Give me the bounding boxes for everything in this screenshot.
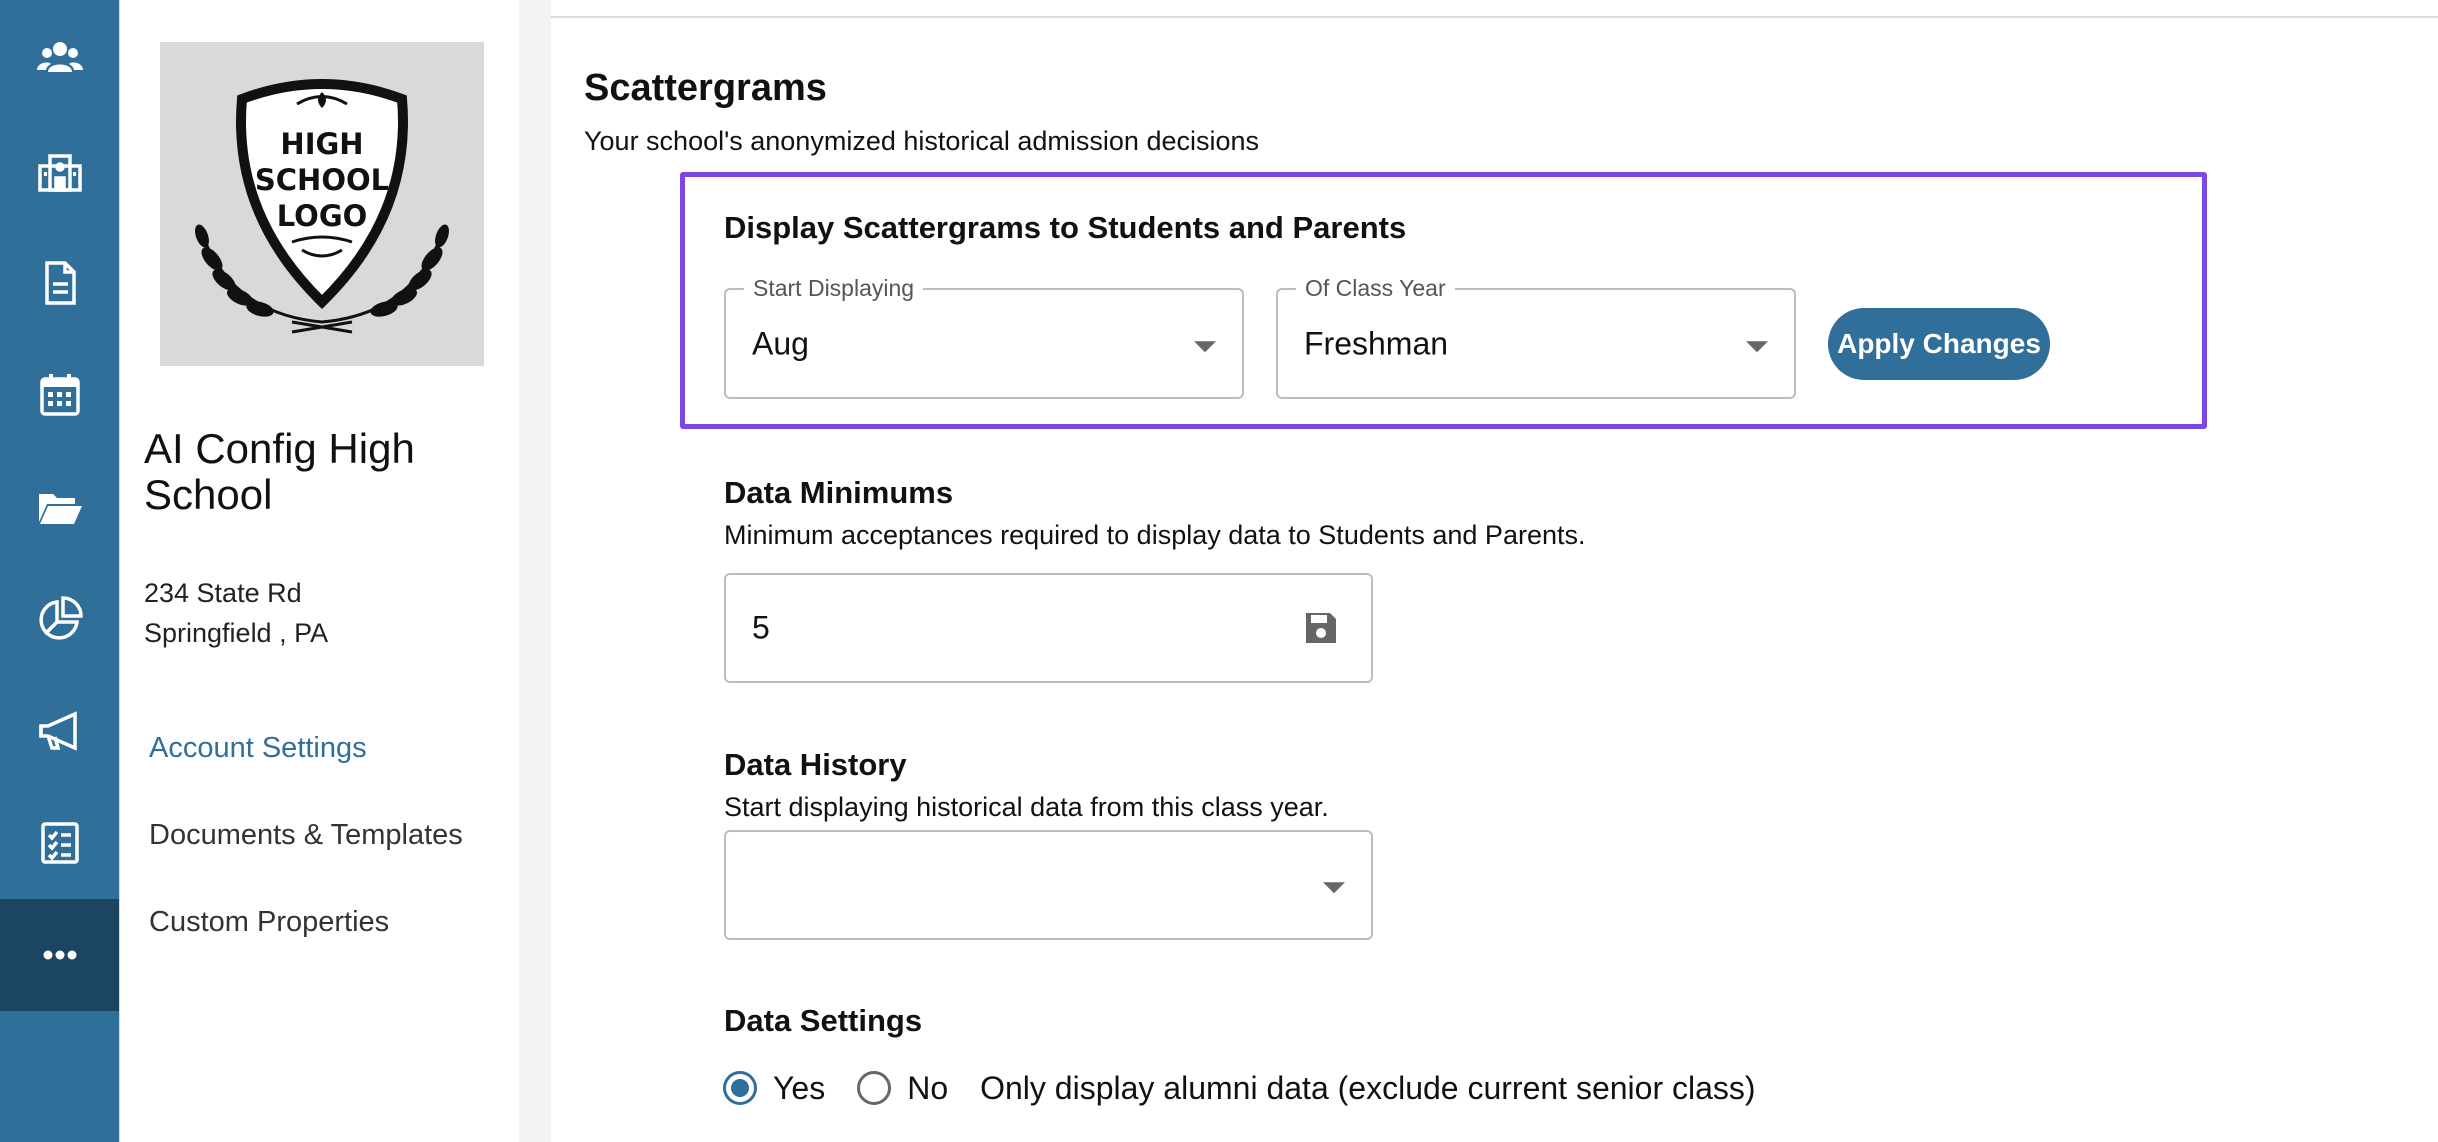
chevron-down-icon bbox=[1746, 341, 1768, 352]
users-icon bbox=[35, 34, 85, 84]
start-displaying-value: Aug bbox=[752, 325, 809, 361]
document-icon bbox=[35, 258, 85, 308]
class-year-select[interactable] bbox=[1276, 275, 1796, 399]
top-divider bbox=[551, 16, 2438, 18]
start-displaying-label: Start Displaying bbox=[744, 275, 923, 302]
school-icon bbox=[35, 146, 85, 196]
radio-no-label: No bbox=[907, 1069, 949, 1106]
class-year-label: Of Class Year bbox=[1296, 275, 1455, 302]
radio-no[interactable] bbox=[857, 1071, 891, 1105]
main-content bbox=[551, 0, 2438, 1142]
rail-item-tasks[interactable] bbox=[0, 787, 119, 899]
chevron-down-icon bbox=[1194, 341, 1216, 352]
svg-text:HIGH: HIGH bbox=[280, 127, 364, 161]
display-section-title: Display Scattergrams to Students and Parents bbox=[724, 210, 1407, 245]
nav-documents-templates[interactable]: Documents & Templates bbox=[149, 819, 463, 851]
rail-item-more[interactable] bbox=[0, 899, 119, 1011]
panel-gutter bbox=[519, 0, 551, 1142]
nav-custom-properties[interactable]: Custom Properties bbox=[149, 906, 390, 938]
nav-account-settings[interactable]: Account Settings bbox=[149, 732, 367, 764]
rail-item-calendar[interactable] bbox=[0, 339, 119, 451]
radio-yes-label: Yes bbox=[773, 1069, 826, 1106]
checklist-icon bbox=[35, 818, 85, 868]
address-line-1: 234 State Rd bbox=[144, 578, 302, 608]
minimums-section-title: Data Minimums bbox=[724, 475, 954, 510]
rail-item-documents[interactable] bbox=[0, 227, 119, 339]
history-section-title: Data History bbox=[724, 747, 907, 782]
rail-item-school[interactable] bbox=[0, 115, 119, 227]
rail-item-people[interactable] bbox=[0, 3, 119, 115]
history-class-year-select[interactable] bbox=[724, 830, 1373, 940]
minimums-description: Minimum acceptances required to display data to Students and Parents. bbox=[724, 520, 1586, 550]
radio-yes[interactable] bbox=[723, 1071, 757, 1105]
school-name: AI Config High School bbox=[144, 425, 415, 518]
minimum-acceptances-value: 5 bbox=[752, 609, 770, 646]
history-description: Start displaying historical data from this class year. bbox=[724, 792, 1329, 822]
school-logo bbox=[160, 42, 484, 366]
more-icon bbox=[35, 930, 85, 980]
pie-chart-icon bbox=[35, 594, 85, 644]
svg-text:SCHOOL: SCHOOL bbox=[254, 163, 390, 197]
settings-section-title: Data Settings bbox=[724, 1003, 923, 1038]
school-address bbox=[144, 573, 328, 653]
apply-changes-button[interactable]: Apply Changes bbox=[1828, 308, 2050, 380]
rail-item-folder[interactable] bbox=[0, 451, 119, 563]
save-icon[interactable] bbox=[1303, 610, 1339, 646]
school-logo-image bbox=[172, 54, 472, 354]
megaphone-icon bbox=[35, 706, 85, 756]
rail-item-analytics[interactable] bbox=[0, 563, 119, 675]
minimum-acceptances-input[interactable] bbox=[724, 573, 1373, 683]
calendar-icon bbox=[35, 370, 85, 420]
start-displaying-select[interactable] bbox=[724, 275, 1244, 399]
alumni-data-description: Only display alumni data (exclude current senior class) bbox=[980, 1069, 1756, 1106]
address-line-2: Springfield , PA bbox=[144, 618, 329, 648]
folder-icon bbox=[35, 482, 85, 532]
alumni-data-radio-group bbox=[723, 1066, 1756, 1110]
school-profile-panel bbox=[119, 0, 519, 1142]
svg-text:LOGO: LOGO bbox=[276, 199, 368, 233]
icon-rail bbox=[0, 0, 119, 1142]
class-year-value: Freshman bbox=[1304, 325, 1449, 361]
page-subtitle: Your school's anonymized historical admission decisions bbox=[584, 126, 1259, 156]
page-title: Scattergrams bbox=[584, 67, 827, 109]
rail-item-announcements[interactable] bbox=[0, 675, 119, 787]
radio-selected-dot bbox=[731, 1079, 749, 1097]
chevron-down-icon bbox=[1323, 882, 1345, 893]
